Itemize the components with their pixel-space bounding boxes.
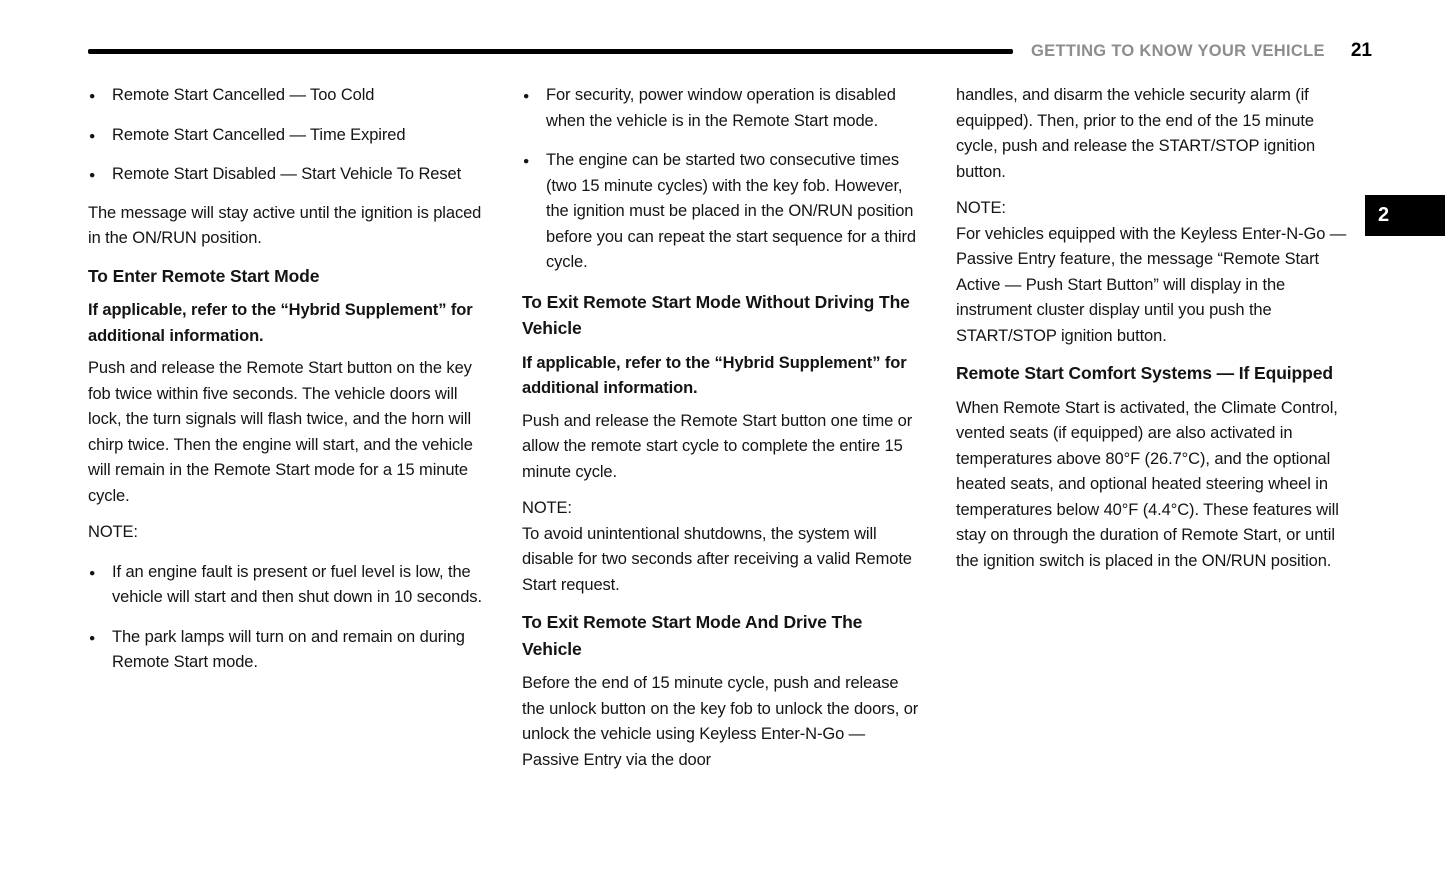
chapter-tab-label: 2 xyxy=(1378,204,1390,226)
bullet-item: ● The park lamps will turn on and remain on during Remote Start mode. xyxy=(88,625,486,676)
bullet-item: ● The engine can be started two consecutive times (two 15 minute cycles) with the key fob. However, the ignition must be placed in the ON/RUN position before you can repeat the start sequence for a third cycle. xyxy=(522,148,920,276)
note: NOTE: xyxy=(522,499,572,517)
paragraph: Before the end of 15 minute cycle, push and release the unlock button on the key fob to unlock the doors, or unlock the vehicle using Keyless Enter-N-Go — Passive Entry via the door xyxy=(522,674,919,769)
bullet-item: ● For security, power window operation is disabled when the vehicle is in the Remote Start mode. xyxy=(522,83,920,134)
heading: Remote Start Comfort Systems — If Equipped xyxy=(956,363,1333,383)
column-2 xyxy=(522,83,920,784)
column-3 xyxy=(956,83,1354,784)
bullet-list xyxy=(522,83,920,276)
column-1 xyxy=(88,83,486,784)
header-rule xyxy=(88,49,1013,54)
note: NOTE: xyxy=(956,199,1006,217)
page-header xyxy=(88,40,1372,62)
section-title: GETTING TO KNOW YOUR VEHICLE xyxy=(1031,41,1325,60)
subheading: If applicable, refer to the “Hybrid Supplement” for additional information. xyxy=(522,353,907,397)
subheading: If applicable, refer to the “Hybrid Supplement” for additional information. xyxy=(88,301,473,345)
bullet-item: ● Remote Start Disabled — Start Vehicle To Reset xyxy=(88,162,486,188)
bullet-list xyxy=(88,83,486,188)
paragraph: To avoid unintentional shutdowns, the system will disable for two seconds after receiving a valid Remote Start request. xyxy=(522,524,912,594)
bullet-list xyxy=(88,560,486,676)
bullet-item: ● If an engine fault is present or fuel level is low, the vehicle will start and then shut down in 10 seconds. xyxy=(88,560,486,611)
bullet-item: ● Remote Start Cancelled — Too Cold xyxy=(88,83,486,109)
paragraph: When Remote Start is activated, the Climate Control, vented seats (if equipped) are also activated in temperatures above 80°F (26.7°C), and the optional heated seats, and optional heated steering wheel in temperatures below 40°F (4.4°C). These features will stay on through the duration of Remote Start, or until the ignition switch is placed in the ON/RUN position. xyxy=(956,398,1339,570)
paragraph: Push and release the Remote Start button on the key fob twice within five seconds. The vehicle doors will lock, the turn signals will flash twice, and the horn will chirp twice. Then the engine will start, and the vehicle will remain in the Remote Start mode for a 15 minute cycle. xyxy=(88,359,473,505)
paragraph: The message will stay active until the ignition is placed in the ON/RUN position. xyxy=(88,203,482,247)
page-number: 21 xyxy=(1350,40,1372,61)
paragraph: handles, and disarm the vehicle security alarm (if equipped). Then, prior to the end of the 15 minute cycle, push and release the START/STOP ignition button. xyxy=(956,86,1316,181)
heading: To Enter Remote Start Mode xyxy=(88,265,320,286)
paragraph: For vehicles equipped with the Keyless Enter-N-Go — Passive Entry feature, the message “Remote Start Active — Push Start Button” will display in the instrument cluster display until you push the START/STOP ignition button. xyxy=(956,224,1347,345)
note: NOTE: xyxy=(88,523,138,541)
content-columns xyxy=(88,83,1354,784)
chapter-tab xyxy=(1365,195,1445,236)
heading: To Exit Remote Start Mode And Drive The Vehicle xyxy=(522,612,863,659)
bullet-item: ● Remote Start Cancelled — Time Expired xyxy=(88,123,486,149)
paragraph: Push and release the Remote Start button one time or allow the remote start cycle to complete the entire 15 minute cycle. xyxy=(522,411,913,481)
heading: To Exit Remote Start Mode Without Driving The Vehicle xyxy=(522,291,910,338)
